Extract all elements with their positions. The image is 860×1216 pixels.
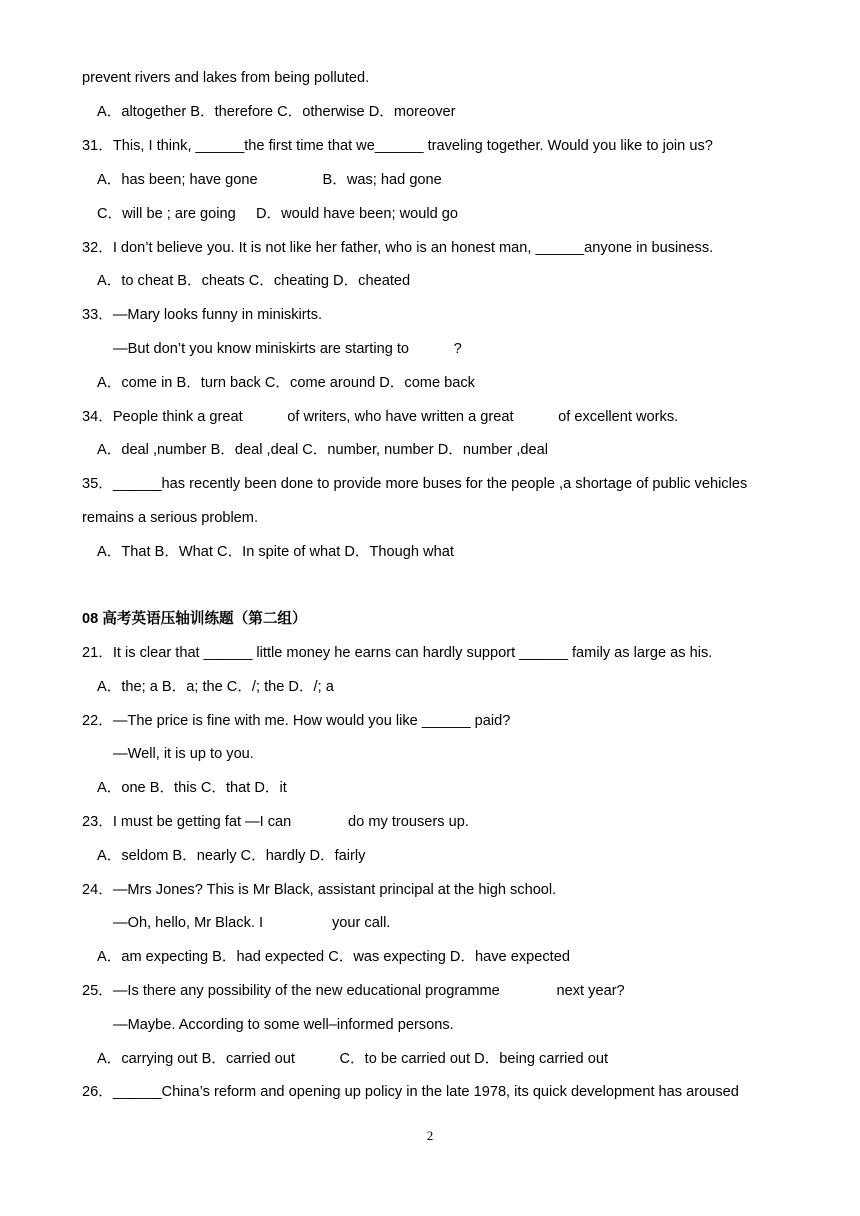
answer-options: A．one B．this C．that D．it [97, 780, 287, 796]
answer-options: A．carrying out B．carried out C．to be carried out D．being carried out [97, 1051, 609, 1067]
answer-options: A．seldom B．nearly C．hardly D．fairly [97, 848, 366, 864]
question-26: 26．______China’s reform and opening up policy in the late 1978, its quick development has aroused [82, 1084, 739, 1100]
dialogue-line: —But don’t you know miniskirts are starting to ? [113, 341, 462, 357]
question-31: 31．This, I think, ______the first time that we______ traveling together. Would you like to join us? [82, 138, 713, 154]
question-24: 24．—Mrs Jones? This is Mr Black, assistant principal at the high school. [82, 882, 557, 898]
question-25: 25．—Is there any possibility of the new educational programme next year? [82, 983, 625, 999]
answer-options: A．am expecting B．had expected C．was expecting D．have expected [97, 949, 570, 965]
question-23: 23．I must be getting fat —I can do my trousers up. [82, 814, 469, 830]
section-heading: 08 高考英语压轴训练题（第二组） [82, 611, 307, 627]
dialogue-line: —Maybe. According to some well–informed persons. [113, 1017, 454, 1033]
question-22: 22．—The price is fine with me. How would you like ______ paid? [82, 713, 511, 729]
dialogue-line: —Well, it is up to you. [113, 746, 254, 762]
text-line: remains a serious problem. [82, 510, 259, 526]
answer-options: A．has been; have gone B．was; had gone [97, 172, 442, 188]
page-number: 2 [426, 1128, 434, 1143]
question-34: 34．People think a great of writers, who have written a great of excellent works. [82, 409, 679, 425]
answer-options: A．come in B．turn back C．come around D．come back [97, 375, 475, 391]
question-33: 33．—Mary looks funny in miniskirts. [82, 307, 323, 323]
answer-options: A．the; a B．a; the C．/; the D．/; a [97, 679, 334, 695]
answer-options: C．will be ; are going D．would have been; would go [97, 206, 458, 222]
text-line: prevent rivers and lakes from being polluted. [82, 70, 370, 86]
answer-options: A．deal ,number B．deal ,deal C．number, number D．number ,deal [97, 442, 549, 458]
question-21: 21．It is clear that ______ little money he earns can hardly support ______ family as large as his. [82, 645, 713, 661]
answer-options: A．to cheat B．cheats C．cheating D．cheated [97, 273, 411, 289]
question-32: 32．I don’t believe you. It is not like her father, who is an honest man, ______anyone in business. [82, 240, 714, 256]
answer-options: A．altogether B．therefore C．otherwise D．moreover [97, 104, 456, 120]
dialogue-line: —Oh, hello, Mr Black. I your call. [113, 915, 391, 931]
answer-options: A．That B．What C．In spite of what D．Though what [97, 544, 454, 560]
question-35: 35．______has recently been done to provide more buses for the people ,a shortage of public vehicles [82, 476, 748, 492]
